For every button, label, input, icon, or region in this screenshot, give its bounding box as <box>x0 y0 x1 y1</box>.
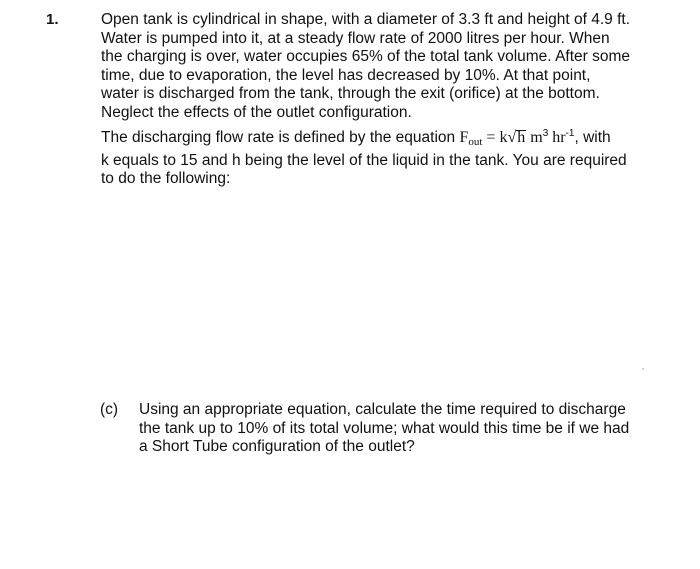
problem-statement <box>101 11 661 123</box>
unit-hr: hr <box>548 129 566 146</box>
part-c-line: Using an appropriate equation, calculate the time required to discharge <box>139 401 626 418</box>
question-number: 1. <box>46 11 59 28</box>
flow-equation-line <box>101 125 661 152</box>
sqrt-argument: h <box>517 129 526 146</box>
part-c-text <box>139 401 629 457</box>
sqrt-symbol: √ <box>507 129 517 146</box>
unit-m: m <box>526 129 543 146</box>
equation-suffix: , with <box>574 129 611 146</box>
part-c-line: the tank up to 10% of its total volume; what would this time be if we had <box>139 419 630 437</box>
statement-line: to do the following: <box>101 170 231 188</box>
flow-rate-definition <box>101 125 661 189</box>
flow-symbol: F <box>459 129 469 146</box>
statement-line: the charging is over, water occupies 65% of the total tank volume. After some <box>101 48 631 66</box>
statement-line: Water is pumped into it, at a steady flow rate of 2000 litres per hour. When <box>101 29 610 47</box>
unit-hr-exponent: -1 <box>565 128 575 139</box>
equation-intro-text: The discharging flow rate is defined by the equation <box>101 129 460 146</box>
unit-m-exponent: 3 <box>542 128 549 139</box>
equals-k: = k <box>482 129 508 146</box>
statement-line: Open tank is cylindrical in shape, with a diameter of 3.3 ft and height of 4.9 ft. <box>101 11 631 28</box>
flow-equation <box>459 129 542 146</box>
flow-subscript: out <box>468 136 483 148</box>
part-c-line: a Short Tube configuration of the outlet? <box>139 438 415 456</box>
statement-line: time, due to evaporation, the level has decreased by 10%. At that point, <box>101 66 591 84</box>
stray-dot <box>642 368 644 370</box>
part-c-label: (c) <box>100 401 119 418</box>
statement-line: water is discharged from the tank, through the exit (orifice) at the bottom. <box>101 85 600 103</box>
statement-line: k equals to 15 and h being the level of the liquid in the tank. You are required <box>101 151 627 169</box>
statement-line: Neglect the effects of the outlet configuration. <box>101 103 412 121</box>
